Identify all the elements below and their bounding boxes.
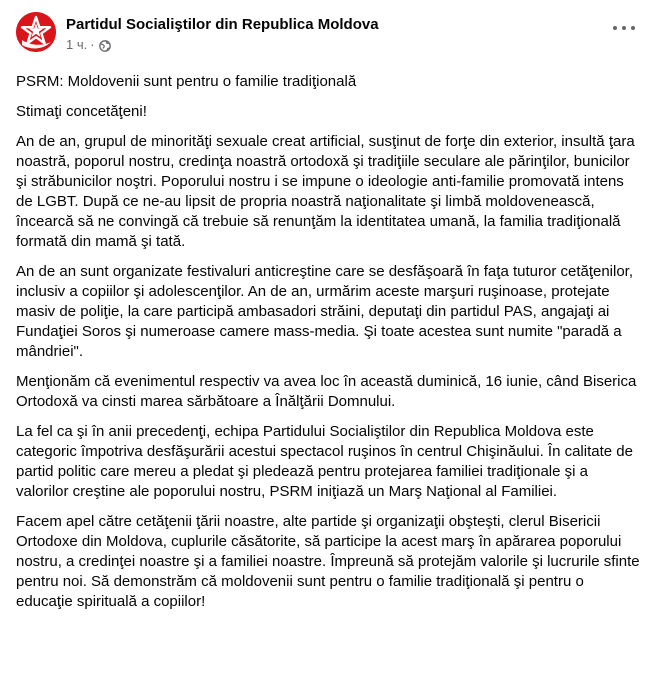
more-dot [613, 26, 617, 30]
psrm-star-logo-icon [16, 12, 56, 52]
post-subline [66, 36, 637, 54]
post-paragraph: La fel ca şi în anii precedenţi, echipa Partidului Socialiştilor din Republica Moldova este categoric împotriva desfăşurării acestui spectacol ruşinos în centrul Chişinăului. În calitate de partid politic care mereu a pledat şi pledează pentru protejarea familiei tradiţionale şi a valorilor creştine ale poporului nostru, PSRM iniţiază un Marş Naţional al Familiei. [16, 423, 633, 500]
more-dot [622, 26, 626, 30]
more-dot [631, 26, 635, 30]
separator-dot: · [90, 37, 95, 52]
post-meta [66, 15, 637, 54]
avatar[interactable] [16, 12, 56, 52]
post-greeting: Stimaţi concetăţeni! [16, 103, 147, 120]
globe-icon[interactable] [99, 39, 111, 51]
post-paragraph: Facem apel către cetăţenii ţării noastre, alte partide şi organizaţii obşteşti, clerul Bisericii Ortodoxe din Moldova, cuplurile căsătorite, să participe la acest marş în apărarea poporului nostru, a credinţei noastre şi a familiei noastre. Împreună să protejăm valorile şi lucrurile sfinte pentru noi. Să demonstrăm că moldovenii sunt pentru o familie tradiţională şi pentru o educaţie spirituală a copiilor! [16, 513, 640, 610]
post-timestamp[interactable]: 1 ч. [66, 37, 88, 52]
post-paragraph: An de an, grupul de minorităţi sexuale creat artificial, susţinut de forţe din exterior, insultă ţara noastră, poporul nostru, credinţa noastră ortodoxă şi tradiţiile seculare ale părinţilor, bunicilor şi străbunicilor noştri. Poporului nostru i se impune o ideologie anti-familie promovată intens de LGBT. După ce ne-au lipsit de propria noastră naţionalitate şi limbă moldovenească, încearcă să ne convingă că trebuie să renunţăm la identitatea umană, la familia tradiţională formată din mamă şi tată. [16, 133, 635, 250]
post-header [16, 12, 637, 60]
post-paragraph: Menţionăm că evenimentul respectiv va avea loc în această duminică, 16 iunie, când Biserica Ortodoxă va cinsti marea sărbătoare a Înălţării Domnului. [16, 373, 637, 410]
post-paragraph: An de an sunt organizate festivaluri anticreştine care se desfăşoară în faţa tuturor cetăţenilor, inclusiv a copiilor şi adolescenţilor. An de an, urmărim aceste marşuri ruşinoase, protejate masiv de poliţie, la care participă ambasadori străini, deputaţi din partidul PAS, angajaţi ai Fundaţiei Soros şi numeroase camere mass-media. Şi toate acestea sunt numite "paradă a mândriei". [16, 263, 634, 360]
page-name-link[interactable]: Partidul Socialiştilor din Republica Moldova [66, 16, 379, 33]
more-options-icon[interactable] [613, 22, 635, 34]
post-body [16, 72, 644, 612]
post-headline: PSRM: Moldovenii sunt pentru o familie tradiţională [16, 73, 357, 90]
